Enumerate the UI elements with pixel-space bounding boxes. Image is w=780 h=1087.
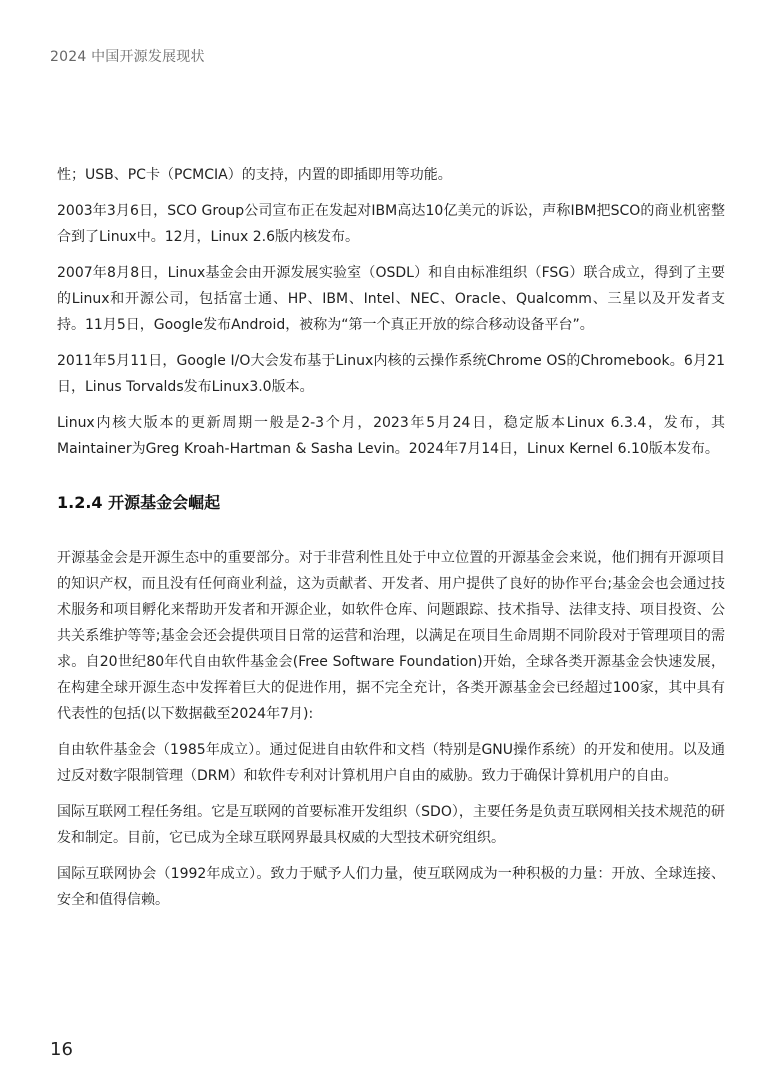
paragraph-2003-sco: 2003年3月6日，SCO Group公司宣布正在发起对IBM高达10亿美元的诉讼，声称IBM把SCO的商业机密整合到了Linux中。12月，Linux 2.6版内核发布。 <box>57 203 725 245</box>
paragraph-fsf: 自由软件基金会（1985年成立）。通过促进自由软件和文档（特别是GNU操作系统）的开发和使用。以及通过反对数字限制管理（DRM）和软件专利对计算机用户自由的威胁。致力于确保计算机用户的自由。 <box>57 742 725 784</box>
paragraph-kernel-cycle: Linux内核大版本的更新周期一般是2-3个月，2023年5月24日，稳定版本Linux 6.3.4，发布，其Maintainer为Greg Kroah-Hartman & Sasha Levin。2024年7月14日，Linux Kernel 6.10版本发布。 <box>57 415 725 457</box>
main-content <box>57 162 725 923</box>
running-header: 2024 中国开源发展现状 <box>50 49 205 65</box>
paragraph-isoc: 国际互联网协会（1992年成立）。致力于赋予人们力量，使互联网成为一种积极的力量：开放、全球连接、安全和值得信赖。 <box>57 866 725 908</box>
paragraph-ietf: 国际互联网工程任务组。它是互联网的首要标准开发组织（SDO），主要任务是负责互联网相关技术规范的研发和制定。目前，它已成为全球互联网界最具权威的大型技术研究组织。 <box>57 804 725 846</box>
paragraph-2011-chromebook: 2011年5月11日，Google I/O大会发布基于Linux内核的云操作系统Chrome OS的Chromebook。6月21日，Linus Torvalds发布Linux3.0版本。 <box>57 353 725 395</box>
paragraph-usb-support: 性；USB、PC卡（PCMCIA）的支持，内置的即插即用等功能。 <box>57 167 452 183</box>
section-title: 1.2.4 开源基金会崛起 <box>57 493 221 512</box>
page-number: 16 <box>50 1039 73 1060</box>
paragraph-2007-linux-foundation: 2007年8月8日，Linux基金会由开源发展实验室（OSDL）和自由标准组织（FSG）联合成立，得到了主要的Linux和开源公司，包括富士通、HP、IBM、Intel、NEC、Oracle、Qualcomm、三星以及开发者支持。11月5日，Google发布Android，被称为“第一个真正开放的综合移动设备平台”。 <box>57 265 725 333</box>
paragraph-foundation-intro: 开源基金会是开源生态中的重要部分。对于非营利性且处于中立位置的开源基金会来说，他们拥有开源项目的知识产权，而且没有任何商业利益，这为贡献者、开发者、用户提供了良好的协作平台;基金会也会通过技术服务和项目孵化来帮助开发者和开源企业，如软件仓库、问题跟踪、技术指导、法律支持、项目投资、公共关系维护等等;基金会还会提供项目日常的运营和治理，以满足在项目生命周期不同阶段对于管理项目的需求。自20世纪80年代自由软件基金会(Free Software Foundation)开始，全球各类开源基金会快速发展，在构建全球开源生态中发挥着巨大的促进作用，据不完全充计，各类开源基金会已经超过100家，其中具有代表性的包括(以下数据截至2024年7月): <box>57 550 725 722</box>
